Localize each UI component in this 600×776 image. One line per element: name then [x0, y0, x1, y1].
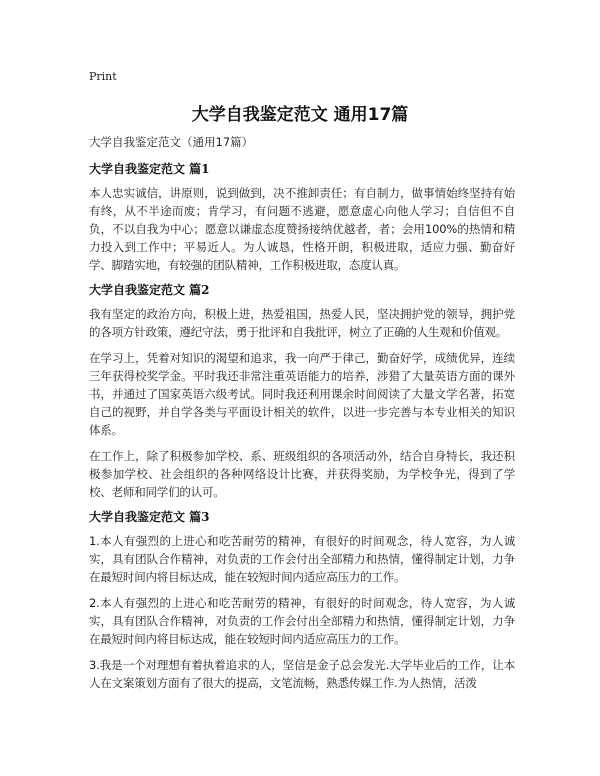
- paragraph: 3.我是一个对理想有着执着追求的人，坚信是金子总会发光.大学毕业后的工作，让本人在文案策划方面有了很大的提高，文笔流畅，熟悉传媒工作.为人热情，活泼: [89, 658, 515, 690]
- section-3: [89, 509, 515, 692]
- document-subtitle: 大学自我鉴定范文（通用17篇）: [89, 135, 254, 149]
- section-1: [89, 161, 515, 274]
- document-body: [89, 134, 515, 700]
- section-heading: 大学自我鉴定范文 篇3: [89, 510, 210, 524]
- paragraph: 本人忠实诚信，讲原则，说到做到，决不推卸责任；有自制力，做事情始终坚持有始有终，从不半途而废；肯学习，有问题不逃避，愿意虚心向他人学习；自信但不自负，不以自我为中心；愿意以谦虚态度赞扬接纳优越者，者；会用100%的热情和精力投入到工作中；平易近人。为人诚恳，性格开朗，积极进取，适应力强、勤奋好学、脚踏实地，有较强的团队精神，工作积极进取，态度认真。: [89, 186, 515, 272]
- section-heading: 大学自我鉴定范文 篇2: [89, 283, 210, 297]
- paragraph: 我有坚定的政治方向，积极上进，热爱祖国，热爱人民，坚决拥护党的领导，拥护党的各项方针政策，遵纪守法，勇于批评和自我批评，树立了正确的人生观和价值观。: [89, 307, 515, 339]
- print-link[interactable]: Print: [89, 70, 117, 83]
- paragraph: 在学习上，凭着对知识的渴望和追求，我一向严于律己，勤奋好学，成绩优异，连续三年获得校奖学金。平时我还非常注重英语能力的培养，涉猎了大量英语方面的课外书，并通过了国家英语六级考试。同时我还利用课余时间阅读了大量文学名著，拓宽自己的视野，并自学各类与平面设计相关的软件，以进一步完善与本专业相关的知识体系。: [89, 351, 515, 437]
- paragraph: 2.本人有强烈的上进心和吃苦耐劳的精神，有很好的时间观念，待人宽容，为人诚实，具有团队合作精神，对负责的工作会付出全部精力和热情，懂得制定计划，力争在最短时间内将目标达成，能在较短时间内适应高压力的工作。: [89, 596, 515, 646]
- paragraph: 1.本人有强烈的上进心和吃苦耐劳的精神，有很好的时间观念，待人宽容，为人诚实，具有团队合作精神，对负责的工作会付出全部精力和热情，懂得制定计划，力争在最短时间内将目标达成，能在较短时间内适应高压力的工作。: [89, 534, 515, 584]
- section-heading: 大学自我鉴定范文 篇1: [89, 162, 210, 176]
- section-2: [89, 282, 515, 501]
- paragraph: 在工作上，除了积极参加学校、系、班级组织的各项活动外，结合自身特长，我还积极参加学校、社会组织的各种网络设计比赛，并获得奖励，为学校争光，得到了学校、老师和同学们的认可。: [89, 449, 515, 499]
- document-title: 大学自我鉴定范文 通用17篇: [191, 105, 409, 125]
